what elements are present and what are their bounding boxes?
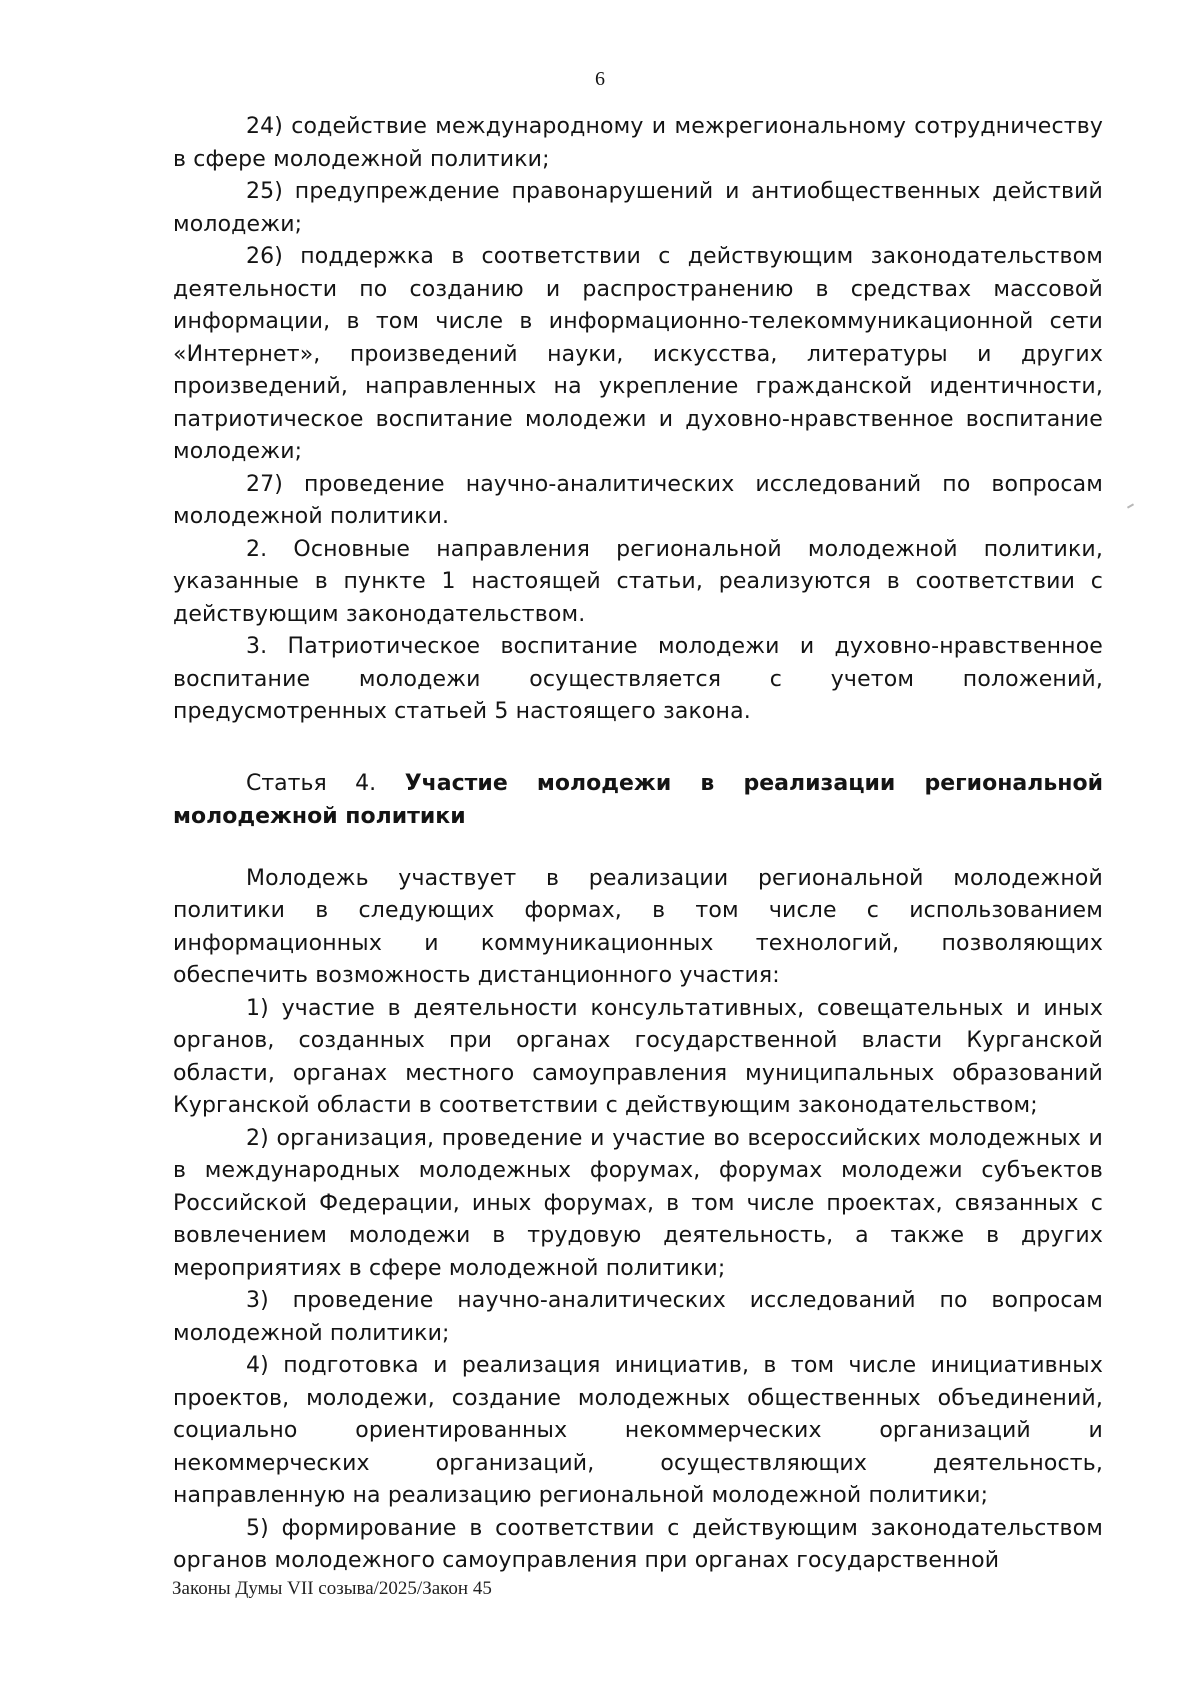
article-label: Статья 4. [246, 770, 377, 796]
paragraph-item-25: 25) предупреждение правонарушений и антиобщественных действий молодежи; [173, 179, 1103, 237]
footer-reference: Законы Думы VII созыва/2025/Закон 45 [172, 1578, 492, 1599]
article-heading [173, 767, 1103, 833]
paragraph-form-1: 1) участие в деятельности консультативных, совещательных и иных органов, созданных при органах государственной власти Курганской области, органах местного самоуправления муниципальных образований Курганской области в соответствии с действующим законодательством; [173, 995, 1103, 1118]
paragraph-form-3: 3) проведение научно-аналитических исследований по вопросам молодежной политики; [173, 1288, 1103, 1346]
paragraph-item-24: 24) содействие международному и межрегиональному сотрудничеству в сфере молодежной политики; [173, 114, 1103, 172]
paragraph-item-26: 26) поддержка в соответствии с действующим законодательством деятельности по созданию и распространению в средствах массовой информации, в том числе в информационно-телекоммуникационной сети «Интернет», произведений науки, искусства, литературы и других произведений, направленных на укрепление гражданской идентичности, патриотическое воспитание молодежи и духовно-нравственное воспитание молодежи; [173, 244, 1103, 464]
paragraph-form-4: 4) подготовка и реализация инициатив, в том числе инициативных проектов, молодежи, создание молодежных общественных объединений, социально ориентированных некоммерческих организаций и некоммерческих организаций, осуществляющих деятельность, направленную на реализацию региональной молодежной политики; [173, 1353, 1103, 1508]
document-body [173, 111, 1103, 1578]
paragraph-intro: Молодежь участвует в реализации региональной молодежной политики в следующих формах, в том числе с использованием информационных и коммуникационных технологий, позволяющих обеспечить возможность дистанционного участия: [173, 865, 1103, 988]
paragraph-form-5: 5) формирование в соответствии с действующим законодательством органов молодежного самоуправления при органах государственной [173, 1515, 1103, 1573]
paragraph-item-27: 27) проведение научно-аналитических исследований по вопросам молодежной политики. [173, 471, 1103, 529]
article-title: Участие молодежи в реализации региональной молодежной политики [173, 770, 1103, 829]
paragraph-form-2: 2) организация, проведение и участие во всероссийских молодежных и в международных молодежных форумах, форумах молодежи субъектов Российской Федерации, иных форумах, в том числе проектах, связанных с вовлечением молодежи в трудовую деятельность, а также в других мероприятиях в сфере молодежной политики; [173, 1125, 1103, 1281]
paragraph-clause-2: 2. Основные направления региональной молодежной политики, указанные в пункте 1 настоящей статьи, реализуются в соответствии с действующим законодательством. [173, 536, 1103, 627]
paragraph-clause-3: 3. Патриотическое воспитание молодежи и духовно-нравственное воспитание молодежи осуществляется с учетом положений, предусмотренных статьей 5 настоящего закона. [173, 634, 1103, 724]
scan-artifact [1127, 503, 1134, 508]
page-number: 6 [595, 68, 605, 90]
